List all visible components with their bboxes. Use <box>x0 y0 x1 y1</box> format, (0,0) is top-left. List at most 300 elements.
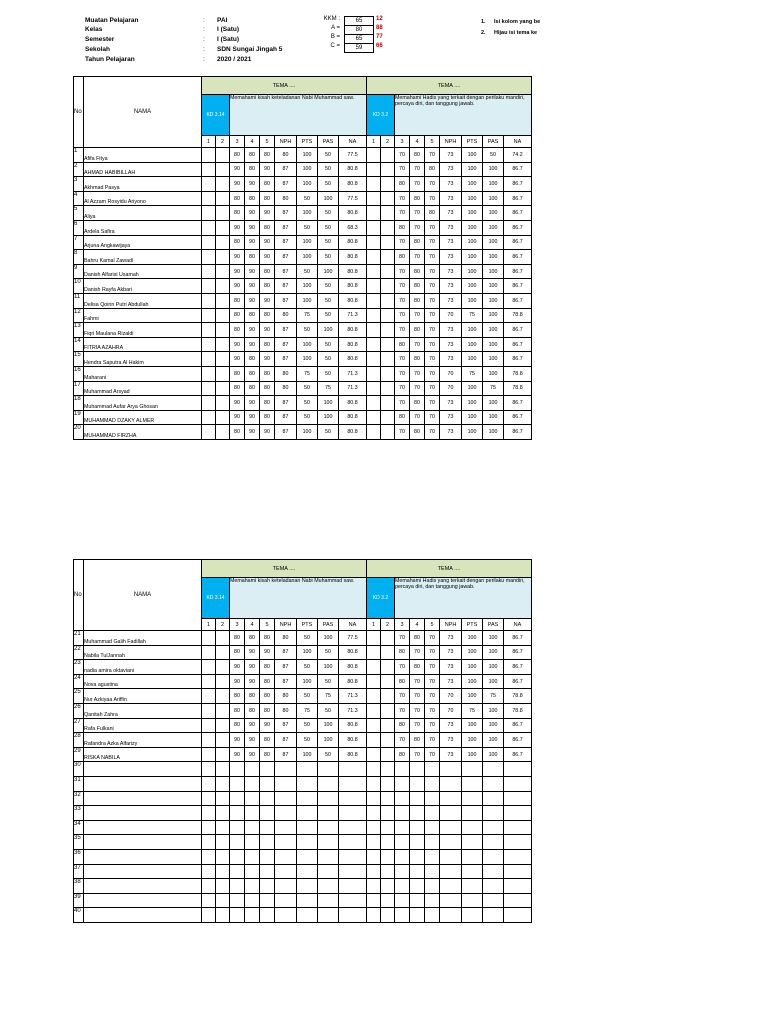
score-cell[interactable]: 100 <box>462 425 483 440</box>
score-cell[interactable]: 50 <box>318 645 339 660</box>
score-cell[interactable]: 50 <box>297 631 318 646</box>
score-cell[interactable]: 70 <box>395 381 410 396</box>
score-cell[interactable]: 80.8 <box>339 396 367 411</box>
score-cell[interactable]: 90 <box>245 337 260 352</box>
score-cell[interactable]: 80 <box>260 410 275 425</box>
score-cell[interactable] <box>202 381 216 396</box>
score-cell[interactable] <box>410 893 425 908</box>
score-cell[interactable] <box>381 308 395 323</box>
score-cell[interactable]: 100 <box>483 293 504 308</box>
score-cell[interactable] <box>367 631 381 646</box>
score-cell[interactable]: 71.3 <box>339 703 367 718</box>
score-cell[interactable]: 70 <box>395 631 410 646</box>
score-cell[interactable]: 87 <box>275 264 297 279</box>
score-cell[interactable]: 50 <box>483 148 504 163</box>
score-cell[interactable] <box>216 733 230 748</box>
score-cell[interactable] <box>275 776 297 791</box>
score-cell[interactable] <box>381 908 395 923</box>
score-cell[interactable]: 100 <box>318 733 339 748</box>
score-cell[interactable]: 73 <box>440 352 462 367</box>
score-cell[interactable] <box>367 352 381 367</box>
score-cell[interactable] <box>216 410 230 425</box>
tema-1-header[interactable]: TEMA .... <box>202 560 367 578</box>
score-cell[interactable]: 80.8 <box>339 425 367 440</box>
score-cell[interactable]: 80 <box>260 733 275 748</box>
score-cell[interactable] <box>202 733 216 748</box>
score-cell[interactable]: 50 <box>318 352 339 367</box>
score-cell[interactable] <box>504 762 532 777</box>
score-cell[interactable] <box>462 893 483 908</box>
score-cell[interactable] <box>216 747 230 762</box>
score-cell[interactable] <box>230 820 245 835</box>
score-cell[interactable]: 80.8 <box>339 660 367 675</box>
score-cell[interactable] <box>260 762 275 777</box>
score-cell[interactable] <box>483 791 504 806</box>
score-cell[interactable]: 80.8 <box>339 323 367 338</box>
score-cell[interactable] <box>425 908 440 923</box>
score-cell[interactable]: 87 <box>275 718 297 733</box>
score-cell[interactable] <box>425 806 440 821</box>
score-cell[interactable]: 50 <box>318 366 339 381</box>
score-cell[interactable]: 71.3 <box>339 308 367 323</box>
score-cell[interactable]: 100 <box>297 352 318 367</box>
score-cell[interactable] <box>381 235 395 250</box>
score-cell[interactable]: 100 <box>297 674 318 689</box>
score-cell[interactable] <box>367 762 381 777</box>
score-cell[interactable] <box>483 879 504 894</box>
score-cell[interactable]: 70 <box>395 733 410 748</box>
score-cell[interactable] <box>395 893 410 908</box>
score-cell[interactable]: 90 <box>245 645 260 660</box>
student-name[interactable]: Muhammad Galih Fadillah <box>84 631 202 646</box>
score-cell[interactable]: 90 <box>245 206 260 221</box>
score-cell[interactable]: 87 <box>275 425 297 440</box>
score-cell[interactable] <box>245 762 260 777</box>
score-cell[interactable]: 80 <box>395 645 410 660</box>
score-cell[interactable] <box>297 864 318 879</box>
score-cell[interactable]: 73 <box>440 279 462 294</box>
score-cell[interactable]: 75 <box>483 381 504 396</box>
score-cell[interactable] <box>462 820 483 835</box>
score-cell[interactable]: 86.7 <box>504 425 532 440</box>
score-cell[interactable]: 78.8 <box>504 689 532 704</box>
score-cell[interactable]: 100 <box>462 674 483 689</box>
score-cell[interactable] <box>230 762 245 777</box>
score-cell[interactable]: 80 <box>410 425 425 440</box>
student-name[interactable]: nadia amira oktaviani <box>84 660 202 675</box>
score-cell[interactable]: 86.7 <box>504 220 532 235</box>
score-cell[interactable]: 90 <box>245 733 260 748</box>
score-cell[interactable]: 80 <box>260 177 275 192</box>
score-cell[interactable] <box>216 352 230 367</box>
score-cell[interactable]: 80 <box>245 308 260 323</box>
score-cell[interactable] <box>245 908 260 923</box>
score-cell[interactable] <box>381 762 395 777</box>
score-cell[interactable]: 86.7 <box>504 718 532 733</box>
score-cell[interactable]: 80 <box>395 410 410 425</box>
score-cell[interactable]: 100 <box>462 264 483 279</box>
score-cell[interactable]: 80.8 <box>339 250 367 265</box>
score-cell[interactable]: 100 <box>297 747 318 762</box>
score-cell[interactable]: 75 <box>318 381 339 396</box>
score-cell[interactable]: 87 <box>275 279 297 294</box>
score-cell[interactable]: 73 <box>440 206 462 221</box>
score-cell[interactable]: 80 <box>230 148 245 163</box>
score-cell[interactable] <box>216 177 230 192</box>
score-cell[interactable] <box>202 323 216 338</box>
score-cell[interactable]: 90 <box>245 177 260 192</box>
score-cell[interactable]: 90 <box>230 396 245 411</box>
score-cell[interactable] <box>440 791 462 806</box>
score-cell[interactable]: 80 <box>260 703 275 718</box>
student-name[interactable]: Afifa Fitya <box>84 148 202 163</box>
score-cell[interactable]: 100 <box>462 631 483 646</box>
score-cell[interactable] <box>202 396 216 411</box>
score-cell[interactable]: 70 <box>410 220 425 235</box>
score-cell[interactable]: 80 <box>395 337 410 352</box>
score-cell[interactable]: 80 <box>260 747 275 762</box>
score-cell[interactable]: 70 <box>395 264 410 279</box>
score-cell[interactable] <box>202 660 216 675</box>
student-name[interactable]: Arjuna Angkawijaya <box>84 235 202 250</box>
score-cell[interactable] <box>339 776 367 791</box>
score-cell[interactable] <box>297 849 318 864</box>
score-cell[interactable]: 80 <box>260 191 275 206</box>
score-cell[interactable]: 87 <box>275 177 297 192</box>
score-cell[interactable] <box>381 806 395 821</box>
score-cell[interactable] <box>367 177 381 192</box>
score-cell[interactable]: 70 <box>395 660 410 675</box>
kd-2-description[interactable]: Memahami Hadis yang terkait dengan perilaku mandiri, percaya diri, dan tanggung jawab. <box>395 578 532 619</box>
score-cell[interactable]: 50 <box>318 279 339 294</box>
score-cell[interactable] <box>381 879 395 894</box>
score-cell[interactable] <box>395 835 410 850</box>
score-cell[interactable] <box>395 806 410 821</box>
score-cell[interactable]: 100 <box>462 279 483 294</box>
score-cell[interactable]: 80 <box>230 323 245 338</box>
score-cell[interactable] <box>440 776 462 791</box>
score-cell[interactable] <box>381 410 395 425</box>
score-cell[interactable] <box>367 293 381 308</box>
score-cell[interactable] <box>202 703 216 718</box>
score-cell[interactable]: 90 <box>245 425 260 440</box>
score-cell[interactable] <box>202 908 216 923</box>
score-cell[interactable]: 50 <box>318 425 339 440</box>
score-cell[interactable] <box>381 352 395 367</box>
score-cell[interactable]: 70 <box>395 308 410 323</box>
score-cell[interactable] <box>297 762 318 777</box>
score-cell[interactable]: 90 <box>230 733 245 748</box>
score-cell[interactable]: 70 <box>425 410 440 425</box>
kkm-value[interactable]: 59 <box>344 43 374 53</box>
score-cell[interactable]: 90 <box>230 264 245 279</box>
score-cell[interactable] <box>202 674 216 689</box>
score-cell[interactable] <box>367 806 381 821</box>
score-cell[interactable] <box>381 864 395 879</box>
score-cell[interactable]: 90 <box>260 206 275 221</box>
student-name[interactable]: Muhammad Arsyad <box>84 381 202 396</box>
score-cell[interactable] <box>367 820 381 835</box>
score-cell[interactable]: 80 <box>425 162 440 177</box>
score-cell[interactable] <box>504 879 532 894</box>
score-cell[interactable]: 80 <box>410 235 425 250</box>
score-cell[interactable]: 90 <box>230 674 245 689</box>
score-cell[interactable]: 90 <box>245 674 260 689</box>
score-cell[interactable]: 70 <box>395 162 410 177</box>
score-cell[interactable]: 80 <box>260 279 275 294</box>
score-cell[interactable] <box>504 791 532 806</box>
student-name[interactable]: Danish Rayfa Akbari <box>84 279 202 294</box>
score-cell[interactable] <box>297 893 318 908</box>
score-cell[interactable] <box>230 893 245 908</box>
score-cell[interactable] <box>245 849 260 864</box>
score-cell[interactable] <box>425 820 440 835</box>
score-cell[interactable] <box>202 776 216 791</box>
score-cell[interactable]: 100 <box>297 148 318 163</box>
score-cell[interactable]: 80 <box>230 645 245 660</box>
score-cell[interactable] <box>395 820 410 835</box>
score-cell[interactable] <box>216 835 230 850</box>
score-cell[interactable]: 70 <box>440 366 462 381</box>
score-cell[interactable]: 90 <box>245 264 260 279</box>
score-cell[interactable] <box>245 806 260 821</box>
score-cell[interactable] <box>202 162 216 177</box>
score-cell[interactable]: 70 <box>410 162 425 177</box>
score-cell[interactable] <box>381 293 395 308</box>
score-cell[interactable]: 70 <box>425 250 440 265</box>
score-cell[interactable] <box>202 864 216 879</box>
score-cell[interactable]: 80.8 <box>339 337 367 352</box>
score-cell[interactable]: 90 <box>230 352 245 367</box>
score-cell[interactable]: 100 <box>483 703 504 718</box>
score-cell[interactable]: 50 <box>318 703 339 718</box>
score-cell[interactable]: 70 <box>425 660 440 675</box>
score-cell[interactable] <box>367 250 381 265</box>
score-cell[interactable] <box>381 791 395 806</box>
score-cell[interactable] <box>425 864 440 879</box>
score-cell[interactable]: 75 <box>297 703 318 718</box>
score-cell[interactable]: 80 <box>410 352 425 367</box>
kkm-value[interactable]: 65 <box>344 16 374 26</box>
score-cell[interactable] <box>504 908 532 923</box>
score-cell[interactable]: 70 <box>425 220 440 235</box>
score-cell[interactable]: 80 <box>245 689 260 704</box>
score-cell[interactable] <box>260 776 275 791</box>
score-cell[interactable] <box>395 762 410 777</box>
score-cell[interactable]: 80 <box>260 660 275 675</box>
score-cell[interactable]: 100 <box>297 425 318 440</box>
score-cell[interactable]: 100 <box>462 733 483 748</box>
score-cell[interactable] <box>367 733 381 748</box>
score-cell[interactable]: 90 <box>230 162 245 177</box>
tema-2-header[interactable]: TEMA .... <box>367 77 532 95</box>
score-cell[interactable]: 100 <box>483 352 504 367</box>
score-cell[interactable]: 100 <box>462 689 483 704</box>
score-cell[interactable]: 100 <box>462 148 483 163</box>
score-cell[interactable]: 100 <box>483 747 504 762</box>
score-cell[interactable]: 90 <box>245 293 260 308</box>
score-cell[interactable]: 73 <box>440 733 462 748</box>
score-cell[interactable]: 100 <box>462 220 483 235</box>
score-cell[interactable]: 87 <box>275 323 297 338</box>
tema-1-header[interactable]: TEMA .... <box>202 77 367 95</box>
score-cell[interactable] <box>504 820 532 835</box>
score-cell[interactable]: 80 <box>395 220 410 235</box>
score-cell[interactable] <box>440 849 462 864</box>
score-cell[interactable]: 80.8 <box>339 264 367 279</box>
score-cell[interactable] <box>216 425 230 440</box>
score-cell[interactable]: 70 <box>425 425 440 440</box>
student-name[interactable] <box>84 776 202 791</box>
student-name[interactable] <box>84 820 202 835</box>
score-cell[interactable]: 100 <box>483 631 504 646</box>
score-cell[interactable]: 86.7 <box>504 747 532 762</box>
score-cell[interactable] <box>202 835 216 850</box>
score-cell[interactable] <box>483 820 504 835</box>
score-cell[interactable] <box>425 835 440 850</box>
student-name[interactable]: Delisa Qoirin Putri Abdullah <box>84 293 202 308</box>
score-cell[interactable]: 100 <box>462 396 483 411</box>
score-cell[interactable] <box>216 908 230 923</box>
score-cell[interactable]: 73 <box>440 177 462 192</box>
score-cell[interactable]: 100 <box>318 323 339 338</box>
score-cell[interactable]: 100 <box>318 631 339 646</box>
score-cell[interactable] <box>230 776 245 791</box>
score-cell[interactable]: 73 <box>440 674 462 689</box>
score-cell[interactable]: 80.8 <box>339 279 367 294</box>
score-cell[interactable]: 70 <box>395 425 410 440</box>
score-cell[interactable] <box>216 645 230 660</box>
score-cell[interactable]: 70 <box>395 703 410 718</box>
score-cell[interactable] <box>318 864 339 879</box>
score-cell[interactable] <box>260 791 275 806</box>
score-cell[interactable] <box>202 820 216 835</box>
score-cell[interactable] <box>440 820 462 835</box>
score-cell[interactable] <box>216 396 230 411</box>
score-cell[interactable]: 100 <box>483 235 504 250</box>
score-cell[interactable] <box>202 806 216 821</box>
score-cell[interactable] <box>216 162 230 177</box>
score-cell[interactable] <box>381 835 395 850</box>
score-cell[interactable] <box>216 220 230 235</box>
score-cell[interactable]: 80 <box>230 631 245 646</box>
score-cell[interactable]: 73 <box>440 220 462 235</box>
score-cell[interactable]: 87 <box>275 660 297 675</box>
score-cell[interactable]: 70 <box>425 689 440 704</box>
score-cell[interactable]: 75 <box>483 689 504 704</box>
score-cell[interactable]: 50 <box>318 220 339 235</box>
score-cell[interactable]: 87 <box>275 674 297 689</box>
score-cell[interactable]: 86.7 <box>504 337 532 352</box>
score-cell[interactable]: 70 <box>425 718 440 733</box>
score-cell[interactable]: 90 <box>260 425 275 440</box>
score-cell[interactable] <box>381 396 395 411</box>
score-cell[interactable] <box>216 381 230 396</box>
score-cell[interactable]: 73 <box>440 645 462 660</box>
score-cell[interactable] <box>504 864 532 879</box>
score-cell[interactable]: 70 <box>425 366 440 381</box>
score-cell[interactable] <box>367 323 381 338</box>
score-cell[interactable]: 100 <box>483 308 504 323</box>
score-cell[interactable]: 80 <box>260 381 275 396</box>
student-name[interactable]: Rafa Fulkani <box>84 718 202 733</box>
score-cell[interactable]: 90 <box>230 660 245 675</box>
score-cell[interactable] <box>339 893 367 908</box>
score-cell[interactable] <box>425 791 440 806</box>
score-cell[interactable] <box>425 893 440 908</box>
score-cell[interactable] <box>367 849 381 864</box>
score-cell[interactable]: 73 <box>440 162 462 177</box>
student-name[interactable]: Nova agustina <box>84 674 202 689</box>
score-cell[interactable]: 70 <box>410 747 425 762</box>
score-cell[interactable] <box>245 820 260 835</box>
score-cell[interactable] <box>260 849 275 864</box>
score-cell[interactable]: 87 <box>275 352 297 367</box>
score-cell[interactable]: 77.5 <box>339 148 367 163</box>
score-cell[interactable]: 100 <box>483 733 504 748</box>
score-cell[interactable]: 100 <box>297 293 318 308</box>
student-name[interactable]: MUHAMMAD FIRZHA <box>84 425 202 440</box>
student-name[interactable] <box>84 762 202 777</box>
score-cell[interactable] <box>245 776 260 791</box>
score-cell[interactable] <box>381 747 395 762</box>
score-cell[interactable] <box>216 674 230 689</box>
score-cell[interactable] <box>202 425 216 440</box>
score-cell[interactable] <box>483 908 504 923</box>
score-cell[interactable]: 86.7 <box>504 645 532 660</box>
score-cell[interactable] <box>318 820 339 835</box>
score-cell[interactable] <box>202 235 216 250</box>
score-cell[interactable] <box>216 206 230 221</box>
score-cell[interactable] <box>216 806 230 821</box>
score-cell[interactable]: 80 <box>260 220 275 235</box>
score-cell[interactable] <box>216 631 230 646</box>
score-cell[interactable] <box>367 893 381 908</box>
score-cell[interactable]: 90 <box>260 718 275 733</box>
score-cell[interactable] <box>425 776 440 791</box>
score-cell[interactable] <box>381 718 395 733</box>
score-cell[interactable] <box>381 177 395 192</box>
score-cell[interactable] <box>381 250 395 265</box>
score-cell[interactable]: 70 <box>425 191 440 206</box>
score-cell[interactable]: 73 <box>440 323 462 338</box>
score-cell[interactable]: 80 <box>230 718 245 733</box>
score-cell[interactable] <box>275 835 297 850</box>
score-cell[interactable]: 86.7 <box>504 733 532 748</box>
score-cell[interactable] <box>367 660 381 675</box>
score-cell[interactable] <box>425 879 440 894</box>
score-cell[interactable] <box>318 791 339 806</box>
score-cell[interactable] <box>367 279 381 294</box>
score-cell[interactable] <box>483 864 504 879</box>
score-cell[interactable] <box>202 308 216 323</box>
kkm-value[interactable]: 65 <box>344 34 374 44</box>
score-cell[interactable]: 100 <box>462 337 483 352</box>
score-cell[interactable] <box>395 864 410 879</box>
score-cell[interactable]: 77.5 <box>339 191 367 206</box>
score-cell[interactable] <box>216 762 230 777</box>
score-cell[interactable] <box>381 206 395 221</box>
student-name[interactable]: Danish Alfarisi Usamah <box>84 264 202 279</box>
score-cell[interactable]: 70 <box>395 352 410 367</box>
score-cell[interactable] <box>202 206 216 221</box>
score-cell[interactable] <box>367 162 381 177</box>
score-cell[interactable]: 80 <box>260 308 275 323</box>
score-cell[interactable]: 71.3 <box>339 366 367 381</box>
score-cell[interactable]: 70 <box>395 235 410 250</box>
score-cell[interactable]: 100 <box>483 410 504 425</box>
score-cell[interactable]: 70 <box>425 703 440 718</box>
